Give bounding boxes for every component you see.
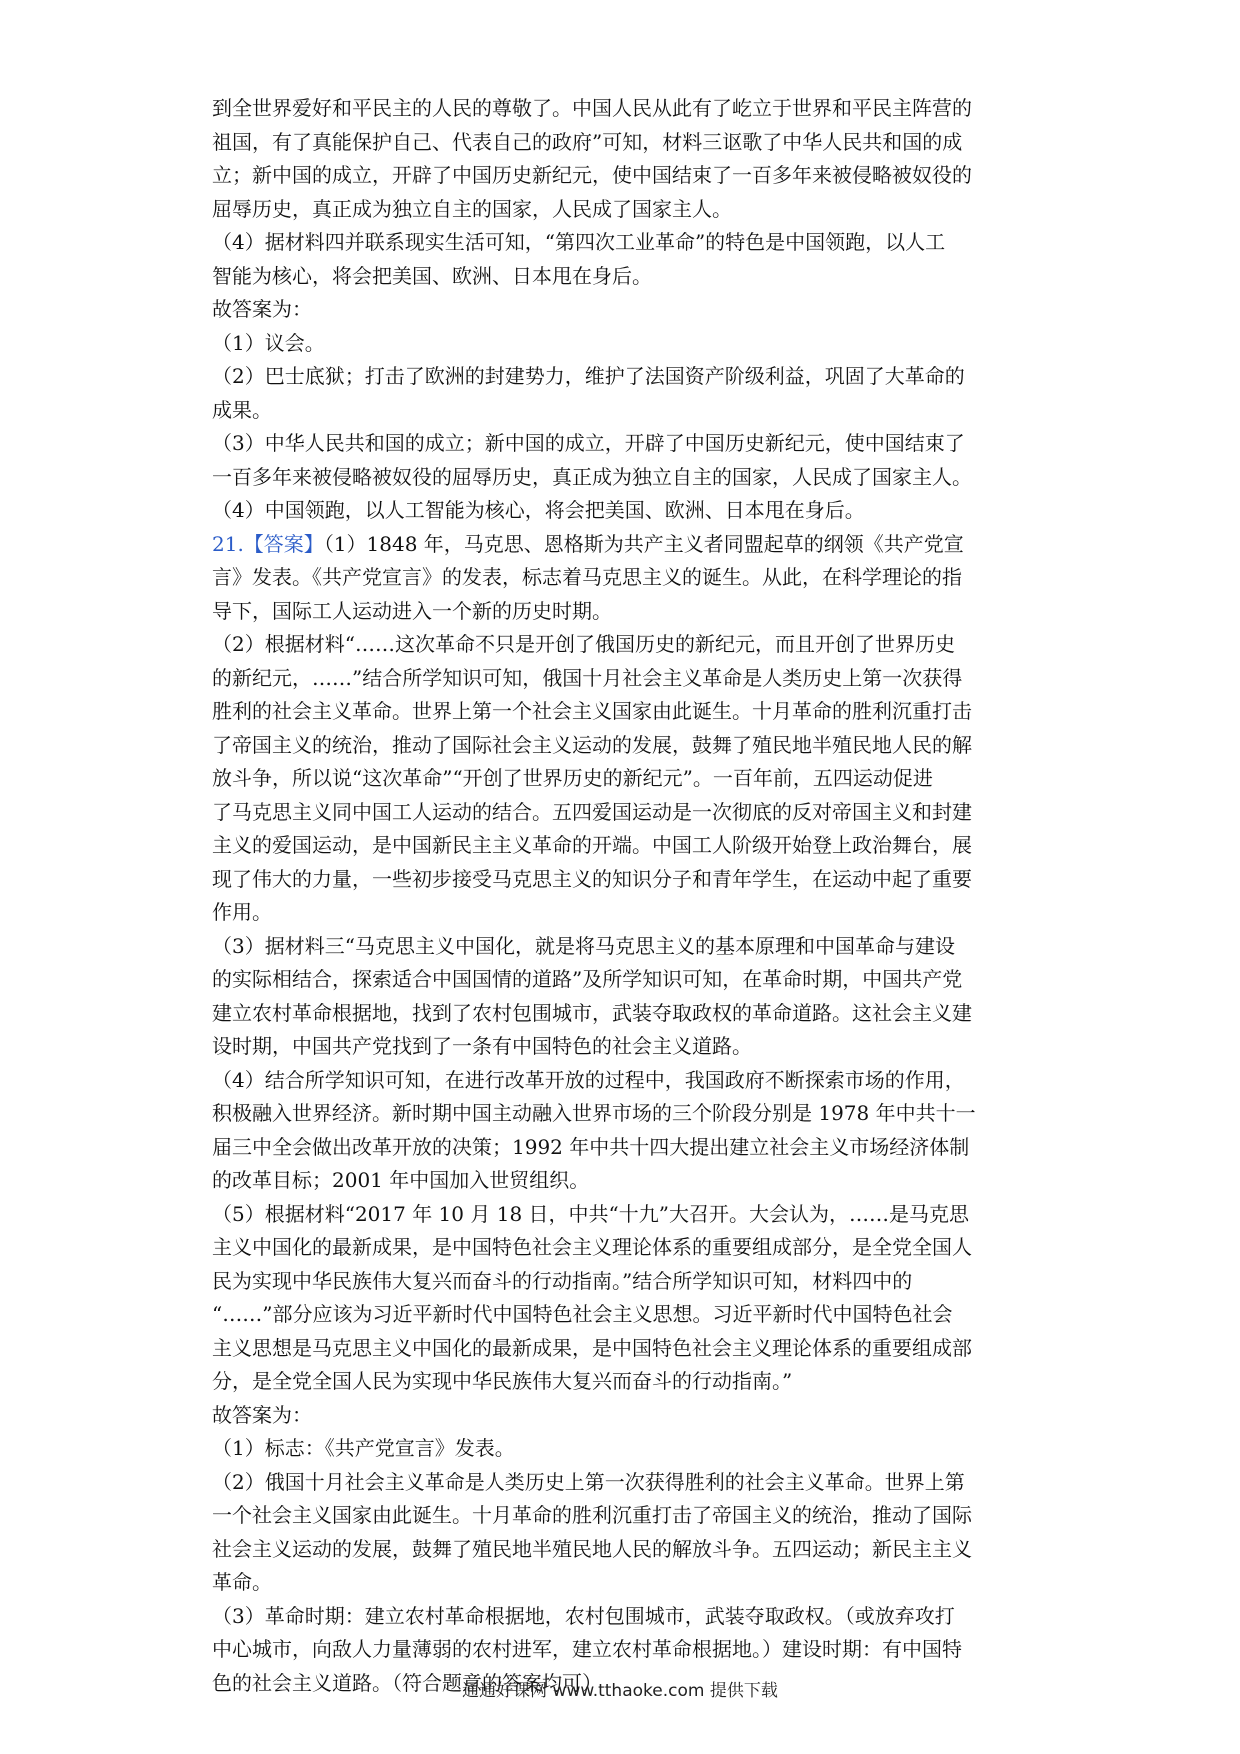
text-line: （1）议会。 bbox=[212, 330, 325, 355]
text-line: 的实际相结合，探索适合中国国情的道路”及所学知识可知，在革命时期，中国共产党 bbox=[212, 967, 963, 991]
text-line: 作用。 bbox=[212, 900, 272, 924]
page-footer: 通通好课网 www.tthaoke.com 提供下载 bbox=[462, 1681, 778, 1701]
text-line: （2）俄国十月社会主义革命是人类历史上第一次获得胜利的社会主义革命。世界上第 bbox=[212, 1469, 965, 1494]
text-line: 了帝国主义的统治，推动了国际社会主义运动的发展，鼓舞了殖民地半殖民地人民的解 bbox=[212, 732, 972, 757]
text-line: 社会主义运动的发展，鼓舞了殖民地半殖民地人民的解放斗争。五四运动；新民主主义 bbox=[212, 1536, 972, 1561]
answer-line bbox=[212, 528, 1042, 562]
text-line: 放斗争，所以说“这次革命”“开创了世界历史的新纪元”。一百年前，五四运动促进 bbox=[212, 766, 933, 790]
text-line: 中心城市，向敌人力量薄弱的农村进军，建立农村革命根据地。）建设时期：有中国特 bbox=[212, 1637, 962, 1661]
text-line: （3）据材料三“马克思主义中国化，就是将马克思主义的基本原理和中国革命与建设 bbox=[212, 933, 955, 958]
text-line: （4）据材料四并联系现实生活可知，“第四次工业革命”的特色是中国领跑，以人工 bbox=[212, 230, 946, 254]
text-line: 积极融入世界经济。新时期中国主动融入世界市场的三个阶段分别是 1978 年中共十一 bbox=[212, 1101, 976, 1125]
text-line: 主义思想是马克思主义中国化的最新成果，是中国特色社会主义理论体系的重要组成部 bbox=[212, 1335, 972, 1360]
text-line: 主义中国化的最新成果，是中国特色社会主义理论体系的重要组成部分，是全党全国人 bbox=[212, 1235, 972, 1259]
text-line: （2）巴士底狱；打击了欧洲的封建势力，维护了法国资产阶级利益，巩固了大革命的 bbox=[212, 364, 965, 388]
text-line: 一百多年来被侵略被奴役的屈辱历史，真正成为独立自主的国家，人民成了国家主人。 bbox=[212, 464, 972, 489]
text-line: （4）中国领跑，以人工智能为核心，将会把美国、欧洲、日本甩在身后。 bbox=[212, 498, 865, 522]
text-line: 祖国，有了真能保护自己、代表自己的政府”可知，材料三讴歌了中华人民共和国的成 bbox=[212, 129, 963, 154]
text-line: 建立农村革命根据地，找到了农村包围城市，武装夺取政权的革命道路。这社会主义建 bbox=[212, 1000, 972, 1025]
text-line: 民为实现中华民族伟大复兴而奋斗的行动指南。”结合所学知识可知，材料四中的 bbox=[212, 1268, 913, 1293]
text-line: 胜利的社会主义革命。世界上第一个社会主义国家由此诞生。十月革命的胜利沉重打击 bbox=[212, 699, 972, 723]
text-line: 届三中全会做出改革开放的决策；1992 年中共十四大提出建立社会主义市场经济体制 bbox=[212, 1134, 970, 1159]
text-line: 故答案为： bbox=[212, 1402, 312, 1427]
text-line: 一个社会主义国家由此诞生。十月革命的胜利沉重打击了帝国主义的统治，推动了国际 bbox=[212, 1503, 972, 1527]
text-line: 分，是全党全国人民为实现中华民族伟大复兴而奋斗的行动指南。” bbox=[212, 1369, 793, 1393]
text-line: 的改革目标；2001 年中国加入世贸组织。 bbox=[212, 1168, 590, 1192]
text-line: 导下，国际工人运动进入一个新的历史时期。 bbox=[212, 598, 612, 623]
text-line: （5）根据材料“2017 年 10 月 18 日，中共“十九”大召开。大会认为，……是马克思 bbox=[212, 1201, 969, 1226]
text-line: “……”部分应该为习近平新时代中国特色社会主义思想。习近平新时代中国特色社会 bbox=[212, 1302, 953, 1326]
text-line: 色的社会主义道路。（符合题意的答案均可） bbox=[212, 1670, 602, 1695]
text-line: （4）结合所学知识可知，在进行改革开放的过程中，我国政府不断探索市场的作用， bbox=[212, 1067, 965, 1092]
text-line: 的新纪元，……”结合所学知识可知，俄国十月社会主义革命是人类历史上第一次获得 bbox=[212, 665, 963, 690]
text-line: 智能为核心，将会把美国、欧洲、日本甩在身后。 bbox=[212, 263, 652, 288]
text-line: （3）中华人民共和国的成立；新中国的成立，开辟了中国历史新纪元，使中国结束了 bbox=[212, 431, 965, 455]
text-line: 设时期，中国共产党找到了一条有中国特色的社会主义道路。 bbox=[212, 1034, 752, 1058]
answer-text: （1）1848 年，马克思、恩格斯为共产主义者同盟起草的纲领《共产党宣 bbox=[323, 531, 964, 556]
text-line: （2）根据材料“……这次革命不只是开创了俄国历史的新纪元，而且开创了世界历史 bbox=[212, 632, 955, 656]
text-line: 到全世界爱好和平民主的人民的尊敬了。中国人民从此有了屹立于世界和平民主阵营的 bbox=[212, 96, 972, 120]
text-line: 成果。 bbox=[212, 397, 272, 422]
text-line: 立；新中国的成立，开辟了中国历史新纪元，使中国结束了一百多年来被侵略被奴役的 bbox=[212, 163, 972, 187]
text-line: 现了伟大的力量，一些初步接受马克思主义的知识分子和青年学生，在运动中起了重要 bbox=[212, 866, 972, 891]
text-line: 屈辱历史，真正成为独立自主的国家，人民成了国家主人。 bbox=[212, 196, 732, 221]
text-line: 言》发表。《共产党宣言》的发表，标志着马克思主义的诞生。从此，在科学理论的指 bbox=[212, 565, 962, 589]
body-text bbox=[212, 92, 1042, 1700]
text-line: 了马克思主义同中国工人运动的结合。五四爱国运动是一次彻底的反对帝国主义和封建 bbox=[212, 799, 972, 824]
text-line: （3）革命时期：建立农村革命根据地，农村包围城市，武装夺取政权。（或放弃攻打 bbox=[212, 1603, 955, 1628]
answer-label: 21.【答案】 bbox=[212, 531, 324, 556]
text-line: 主义的爱国运动，是中国新民主主义革命的开端。中国工人阶级开始登上政治舞台，展 bbox=[212, 833, 972, 857]
text-line: 故答案为： bbox=[212, 297, 312, 321]
text-line: 革命。 bbox=[212, 1570, 272, 1594]
text-line: （1）标志：《共产党宣言》发表。 bbox=[212, 1436, 515, 1460]
